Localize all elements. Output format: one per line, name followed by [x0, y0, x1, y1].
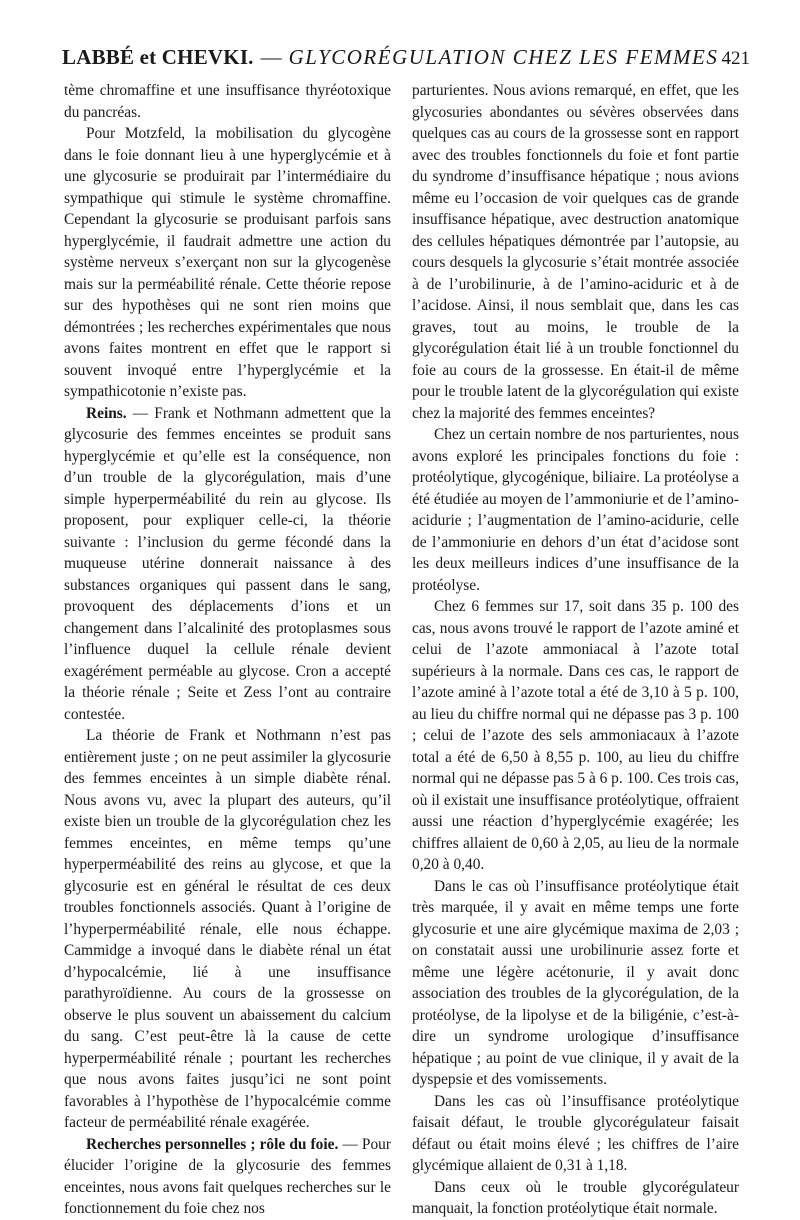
paragraph-recherches: [64, 1134, 391, 1220]
paragraph: Dans ceux où le trouble glycorégulateur manquait, la fonction protéolytique était normale.: [412, 1178, 739, 1217]
page-number: 421: [721, 48, 750, 69]
paragraph: La théorie de Frank et Nothmann n’est pas entièrement juste ; on ne peut assimiler la glycosurie des femmes enceintes à un simple diabète rénal. Nous avons vu, avec la plupart des auteurs, qu’il existe bien un trouble de la glycorégulation chez les femmes enceintes, en même temps qu’une hyperperméabilité des reins au glycose, et que la glycosurie est en général le résultat de ces deux troubles fonctionnels associés. Quant à l’origine de l’hyperperméabilité rénale, elle nous échappe. Cammidge a invoqué dans le diabète rénal un état d’hypocalcémie, lié à une insuffisance parathyroïdienne. Au cours de la grossesse on observe le plus souvent un abaissement du calcium du sang. C’est peut-être là la cause de cette hyperperméabilité rénale ; pourtant les recherches que nous avons faites jusqu’ici ne sont point favorables à l’hypothèse de l’hypocalcémie comme facteur de perméabilité rénale exagérée.: [64, 727, 391, 1131]
paragraph-text: — Frank et Nothmann admettent que la glycosurie des femmes enceintes se produit sans hyperglycémie et qu’elle est la conséquence, non d’un trouble de la glycorégulation, mais d’une simple hyperperméabilité du rein au glycose. Ils proposent, pour expliquer celle-ci, la théorie suivante : l’inclusion du germe fécondé dans la muqueuse utérine donnerait naissance à des substances organiques qui passent dans le sang, provoquent des déplacements d’ions et un changement dans l’alcalinité des protoplasmes sous l’influence duquel la cellule rénale devient exagérément perméable au glycose. Cron a accepté la théorie rénale ; Seite et Zess l’ont au contraire contestée.: [64, 404, 391, 723]
paragraph-text: — Pour élucider l’origine de la glycosurie des femmes enceintes, nous avons fait quelques recherches sur le fonctionnement du foie chez nos: [64, 1135, 391, 1217]
running-header: [62, 44, 750, 72]
left-column: [64, 80, 391, 1220]
paragraph-reins: [64, 403, 391, 726]
header-authors: LABBÉ et CHEVKI.: [62, 45, 254, 69]
section-lead-reins: Reins.: [86, 404, 127, 422]
right-column: [412, 80, 739, 1220]
paragraph: Dans les cas où l’insuffisance protéolytique faisait défaut, le trouble glycorégulateur faisait défaut ou était moins élevé ; les chiffres de l’aire glycémique allaient de 0,31 à 1,18.: [412, 1092, 739, 1174]
paragraph: Dans le cas où l’insuffisance protéolytique était très marquée, il y avait en même temps une forte glycosurie et une aire glycémique maxima de 2,03 ; on constatait aussi une urobilinurie assez forte et même une légère acétonurie, il y avait donc association des troubles de la glycorégulation, de la protéolyse, de la lipolyse et de la biligénie, c’est-à-dire un syndrome urologique d’insuffisance hépatique ; au point de vue clinique, il y avait de la dyspepsie et des vomissements.: [412, 877, 739, 1088]
header-title: GLYCORÉGULATION CHEZ LES FEMMES: [288, 45, 719, 69]
section-lead-recherches: Recherches personnelles ; rôle du foie.: [86, 1135, 339, 1153]
paragraph: tème chromaffine et une insuffisance thyréotoxique du pancréas.: [64, 82, 391, 121]
paragraph: Chez 6 femmes sur 17, soit dans 35 p. 100 des cas, nous avons trouvé le rapport de l’azote aminé et celui de l’azote ammoniacal à l’azote total supérieurs à la normale. Dans ces cas, le rapport de l’azote aminé à l’azote total a été de 3,10 à 5 p. 100, au lieu du chiffre normal qui ne dépasse pas 3 p. 100 ; celui de l’azote des sels ammoniacaux à l’azote total a été de 6,50 à 8,55 p. 100, au lieu du chiffre normal qui ne dépasse pas 5 à 6 p. 100. Ces trois cas, où il existait une insuffisance protéolytique, offraient aussi une réaction d’hyperglycémie exagérée; les chiffres allaient de 0,60 à 2,05, au lieu de la normale 0,20 à 0,40.: [412, 598, 739, 873]
paragraph: parturientes. Nous avions remarqué, en effet, que les glycosuries abondantes ou sévères observées dans quelques cas au cours de la grossesse sont en rapport avec des troubles fonctionnels du foie et font partie du syndrome d’insuffisance hépatique ; nous avions même eu l’occasion de voir quelques cas de grande insuffisance hépatique, avec destruction anatomique des cellules hépatiques démontrée par l’autopsie, au cours desquels la glycosurie s’était montrée associée à de l’urobilinurie, à de l’amino-aciduric et à de l’acidose. Ainsi, il nous semblait que, dans les cas graves, tout au moins, le trouble de la glycorégulation était lié à un trouble fonctionnel du foie au cours de la grossesse. En était-il de même pour le trouble latent de la glycorégulation qui existe chez la majorité des femmes enceintes?: [412, 82, 739, 422]
paragraph: Chez un certain nombre de nos parturientes, nous avons exploré les principales fonctions du foie : protéolytique, glycogénique, biliaire. La protéolyse a été étudiée au moyen de l’ammoniurie et de l’amino-acidurie ; l’augmentation de l’amino-acidurie, celle de l’ammoniurie en dehors d’un état d’acidose sont les deux meilleurs indices d’une insuffisance de la protéolyse.: [412, 426, 739, 594]
header-separator: —: [260, 45, 282, 69]
paragraph: Pour Motzfeld, la mobilisation du glycogène dans le foie donnant lieu à une hyperglycémie et à une glycosurie se produirait par l’intermédiaire du sympathique qui stimule le système chromaffine. Cependant la glycosurie se produisant parfois sans hyperglycémie, il faudrait admettre une action du système nerveux s’exerçant non sur la glycogenèse mais sur la perméabilité rénale. Cette théorie repose sur des hypothèses qui ne sont rien moins que démontrées ; les recherches expérimentales que nous avons faites montrent en effet que le rapport si souvent invoqué entre l’hyperglycémie et la sympathicotonie n’existe pas.: [64, 125, 391, 400]
